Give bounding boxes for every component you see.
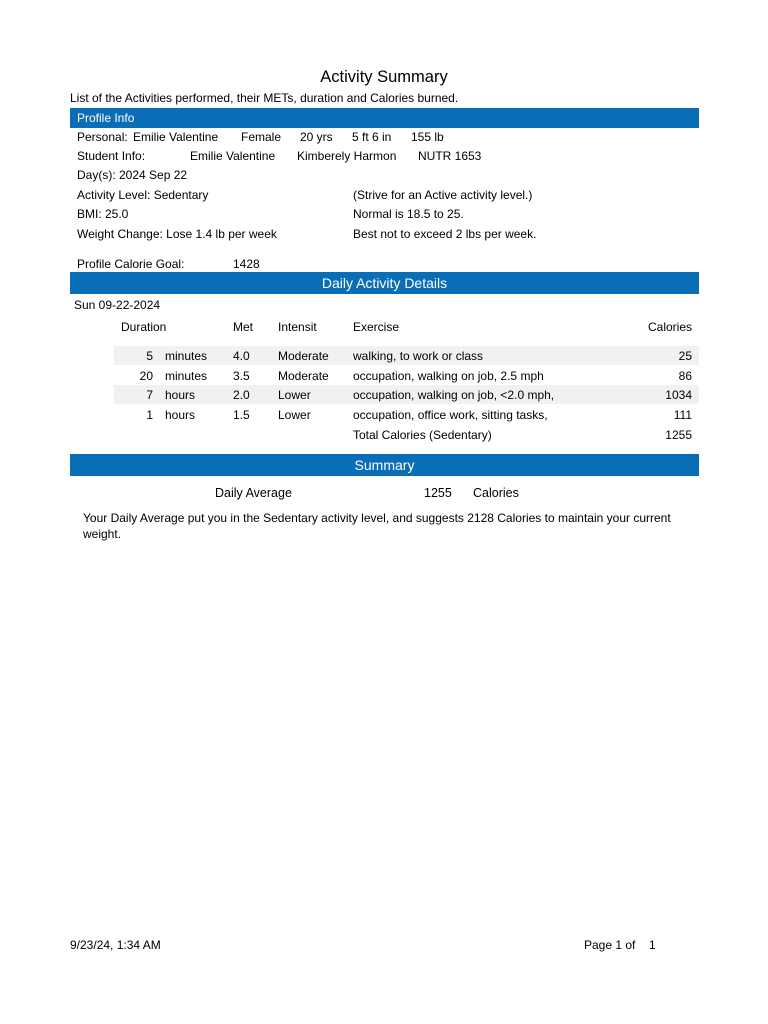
activity-date: Sun 09-22-2024 (74, 298, 161, 312)
page-title: Activity Summary (320, 68, 448, 86)
total-value: 1255 (665, 428, 692, 442)
row-qty: 5 (146, 349, 153, 363)
student-name: Emilie Valentine (190, 149, 276, 163)
calorie-goal-label: Profile Calorie Goal: (77, 257, 185, 271)
col-intensity: Intensit (278, 320, 317, 334)
row-unit: minutes (165, 349, 208, 363)
profile-info-header (70, 108, 699, 128)
row-met: 1.5 (233, 408, 250, 422)
personal-label: Personal: (77, 130, 128, 144)
total-label: Total Calories (Sedentary) (353, 428, 492, 442)
footer-page-total: 1 (649, 938, 656, 952)
days-info: Day(s): 2024 Sep 22 (77, 168, 188, 182)
weight-change: Weight Change: Lose 1.4 lb per week (77, 227, 277, 241)
row-exercise: occupation, walking on job, 2.5 mph (353, 369, 544, 383)
weight-change-note: Best not to exceed 2 lbs per week. (353, 227, 537, 241)
row-qty: 7 (146, 388, 153, 402)
row-calories: 1034 (665, 388, 692, 402)
col-exercise: Exercise (353, 320, 400, 334)
summary-header-label: Summary (354, 457, 415, 473)
calorie-goal-value: 1428 (233, 257, 260, 271)
personal-height: 5 ft 6 in (352, 130, 392, 144)
personal-weight: 155 lb (411, 130, 444, 144)
col-met: Met (233, 320, 254, 334)
col-calories: Calories (647, 320, 692, 334)
row-qty: 20 (139, 369, 153, 383)
row-exercise: occupation, office work, sitting tasks, (353, 408, 548, 422)
row-calories: 25 (678, 349, 692, 363)
row-calories: 111 (673, 408, 692, 422)
row-intensity: Lower (278, 388, 311, 402)
student-label: Student Info: (77, 149, 146, 163)
footer-timestamp: 9/23/24, 1:34 AM (70, 938, 161, 952)
row-met: 3.5 (233, 369, 250, 383)
row-calories: 86 (678, 369, 692, 383)
daily-average-value: 1255 (424, 486, 452, 500)
personal-age: 20 yrs (300, 130, 333, 144)
summary-text: Your Daily Average put you in the Sedentary activity level, and suggests 2128 Calories to maintain your current weight. (83, 511, 671, 541)
daily-average-unit: Calories (473, 486, 519, 500)
profile-info-header-label: Profile Info (77, 111, 135, 125)
row-qty: 1 (146, 408, 153, 422)
summary-header (70, 454, 699, 476)
personal-name: Emilie Valentine (133, 130, 219, 144)
row-unit: hours (165, 388, 196, 402)
footer-page-label: Page 1 of (584, 938, 636, 952)
activity-level: Activity Level: Sedentary (77, 188, 209, 202)
daily-activity-header-label: Daily Activity Details (321, 275, 448, 291)
col-duration: Duration (121, 320, 167, 334)
daily-activity-header (70, 272, 699, 294)
bmi-note: Normal is 18.5 to 25. (353, 207, 464, 221)
row-intensity: Moderate (278, 349, 329, 363)
row-exercise: occupation, walking on job, <2.0 mph, (353, 388, 555, 402)
course-code: NUTR 1653 (418, 149, 482, 163)
row-intensity: Lower (278, 408, 311, 422)
row-unit: hours (165, 408, 196, 422)
personal-gender: Female (241, 130, 282, 144)
instructor-name: Kimberely Harmon (297, 149, 397, 163)
activity-level-note: (Strive for an Active activity level.) (353, 188, 533, 202)
daily-average-label: Daily Average (215, 486, 292, 500)
page-subtitle: List of the Activities performed, their METs, duration and Calories burned. (70, 91, 459, 105)
row-exercise: walking, to work or class (353, 349, 484, 363)
row-met: 2.0 (233, 388, 250, 402)
bmi-value: BMI: 25.0 (77, 207, 129, 221)
row-unit: minutes (165, 369, 208, 383)
row-met: 4.0 (233, 349, 250, 363)
row-intensity: Moderate (278, 369, 329, 383)
